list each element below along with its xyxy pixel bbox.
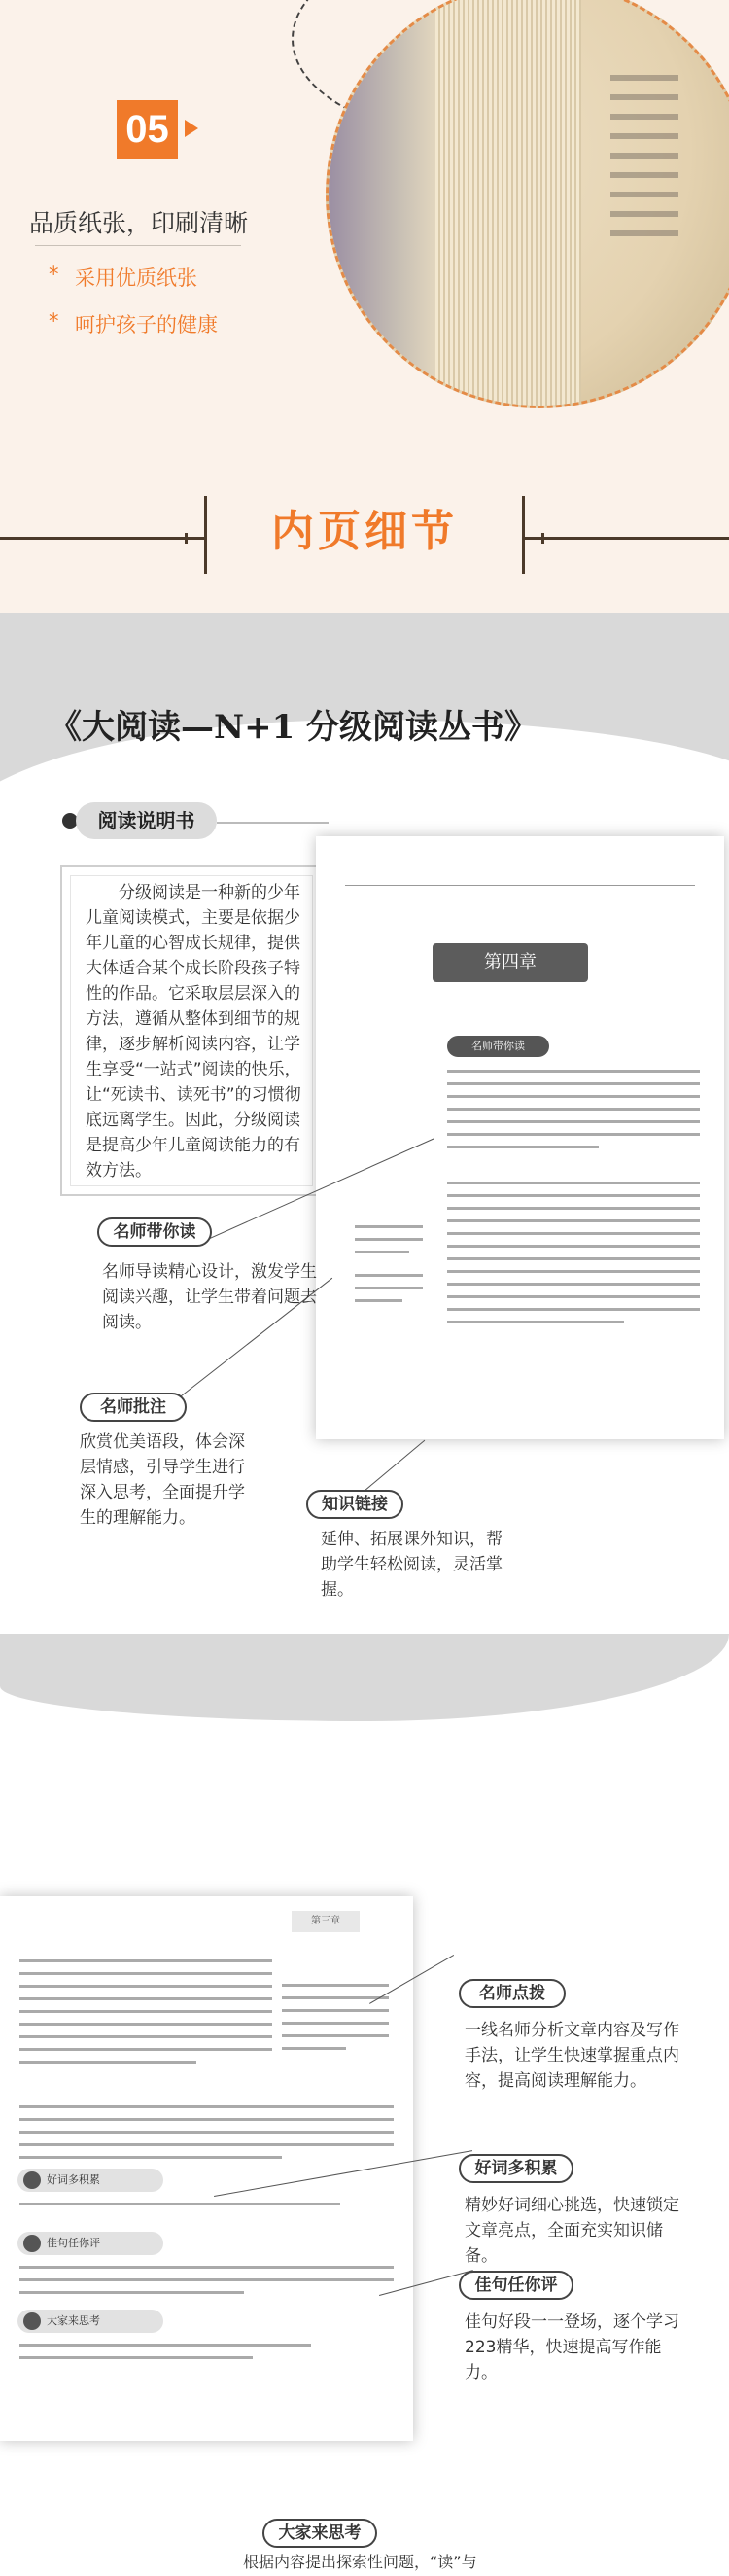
callout-text: 根据内容提出探索性问题，“读”与 [243, 2553, 477, 2571]
callout-text: 延伸、拓展课外知识，帮助学生轻松阅读，灵活掌握。 [321, 1530, 503, 1600]
section-header [0, 457, 729, 613]
section-bar-icon [23, 2171, 41, 2189]
sample-tag: 名师带你读 [447, 1036, 549, 1057]
sample-text-lines [447, 1070, 700, 1158]
grey-wave [0, 1634, 729, 1721]
feature-number-badge: 05 [117, 100, 178, 159]
callout-label: 大家来思考 [262, 2519, 377, 2548]
callout-text: 名师导读精心设计，激发学生阅读兴趣，让学生带着问题去阅读。 [102, 1262, 317, 1332]
callout-text: 一线名师分析文章内容及写作手法，让学生快速掌握重点内容，提高阅读理解能力。 [465, 2021, 679, 2091]
callout-label: 佳句任你评 [459, 2271, 573, 2300]
callout-label: 名师点拨 [459, 1979, 566, 2008]
feature-bullet: * 采用优质纸张 [49, 263, 197, 290]
chapter-banner: 第四章 [433, 943, 588, 982]
book-paper-photo [326, 0, 729, 408]
callout-label: 名师带你读 [97, 1217, 212, 1247]
reading-guide-body: 分级阅读是一种新的少年儿童阅读模式，主要是依据少年儿童的心智成长规律，提供大体适合某个成长阶段孩子特性的作品。它采取层层深入的方法，遵循从整体到细节的规律，逐步解析阅读内容，让学生享受“一站式”阅读的快乐，让“死读书、读死书”的习惯彻底远离学生。因此，分级阅读是提高少年儿童阅读能力的有效方法。 [86, 883, 301, 1181]
callout-label: 好词多积累 [459, 2154, 573, 2183]
sample-text-lines [19, 2105, 394, 2169]
heading-line [217, 822, 329, 824]
sample-text-lines [447, 1182, 700, 1333]
feature-title: 品质纸张，印刷清晰 [29, 209, 249, 237]
grey-band-2 [0, 1634, 729, 1731]
feature-divider [35, 245, 241, 246]
sample-section-bar: 好词多积累 [17, 2169, 163, 2192]
reading-guide-heading: 阅读说明书 [76, 802, 217, 839]
sample-margin-note [355, 1225, 423, 1263]
asterisk-icon: * [49, 263, 59, 286]
sample-text-lines [19, 2266, 394, 2304]
badge-arrow-icon [185, 120, 198, 137]
sample-text-lines [19, 2203, 340, 2215]
book-text-column [610, 61, 727, 353]
asterisk-icon: * [49, 309, 59, 333]
sample-margin-note [355, 1274, 423, 1312]
sample-section-bar: 大家来思考 [17, 2310, 163, 2333]
callout-label: 名师批注 [80, 1393, 187, 1422]
sample-text-lines [19, 2344, 311, 2369]
sample-page-header [345, 861, 695, 886]
sample-page-tab: 第三章 [292, 1911, 360, 1932]
sample-margin-note [282, 1984, 389, 2060]
sample-text-lines [19, 1959, 272, 2073]
book-pages-edge [435, 0, 581, 406]
section-bar-icon [23, 2312, 41, 2330]
header-rule-left [0, 537, 206, 540]
section-bar-icon [23, 2235, 41, 2252]
section-title: 内页细节 [271, 507, 458, 556]
feature-section [0, 0, 729, 457]
callout-text: 佳句好段一一登场，逐个学习223精华，快速提高写作能力。 [465, 2312, 679, 2382]
sample-section-bar: 佳句任你评 [17, 2232, 163, 2255]
callout-label: 知识链接 [306, 1490, 403, 1519]
book-spine [329, 0, 445, 406]
callout-text: 精妙好词细心挑选，快速锁定文章亮点，全面充实知识储备。 [465, 2196, 679, 2266]
header-rule-right [523, 537, 729, 540]
series-title: 《大阅读—N+1 分级阅读丛书》 [49, 708, 538, 747]
feature-bullet: * 呵护孩子的健康 [49, 309, 218, 336]
callout-text: 欣赏优美语段，体会深层情感，引导学生进行深入思考，全面提升学生的理解能力。 [80, 1432, 245, 1528]
